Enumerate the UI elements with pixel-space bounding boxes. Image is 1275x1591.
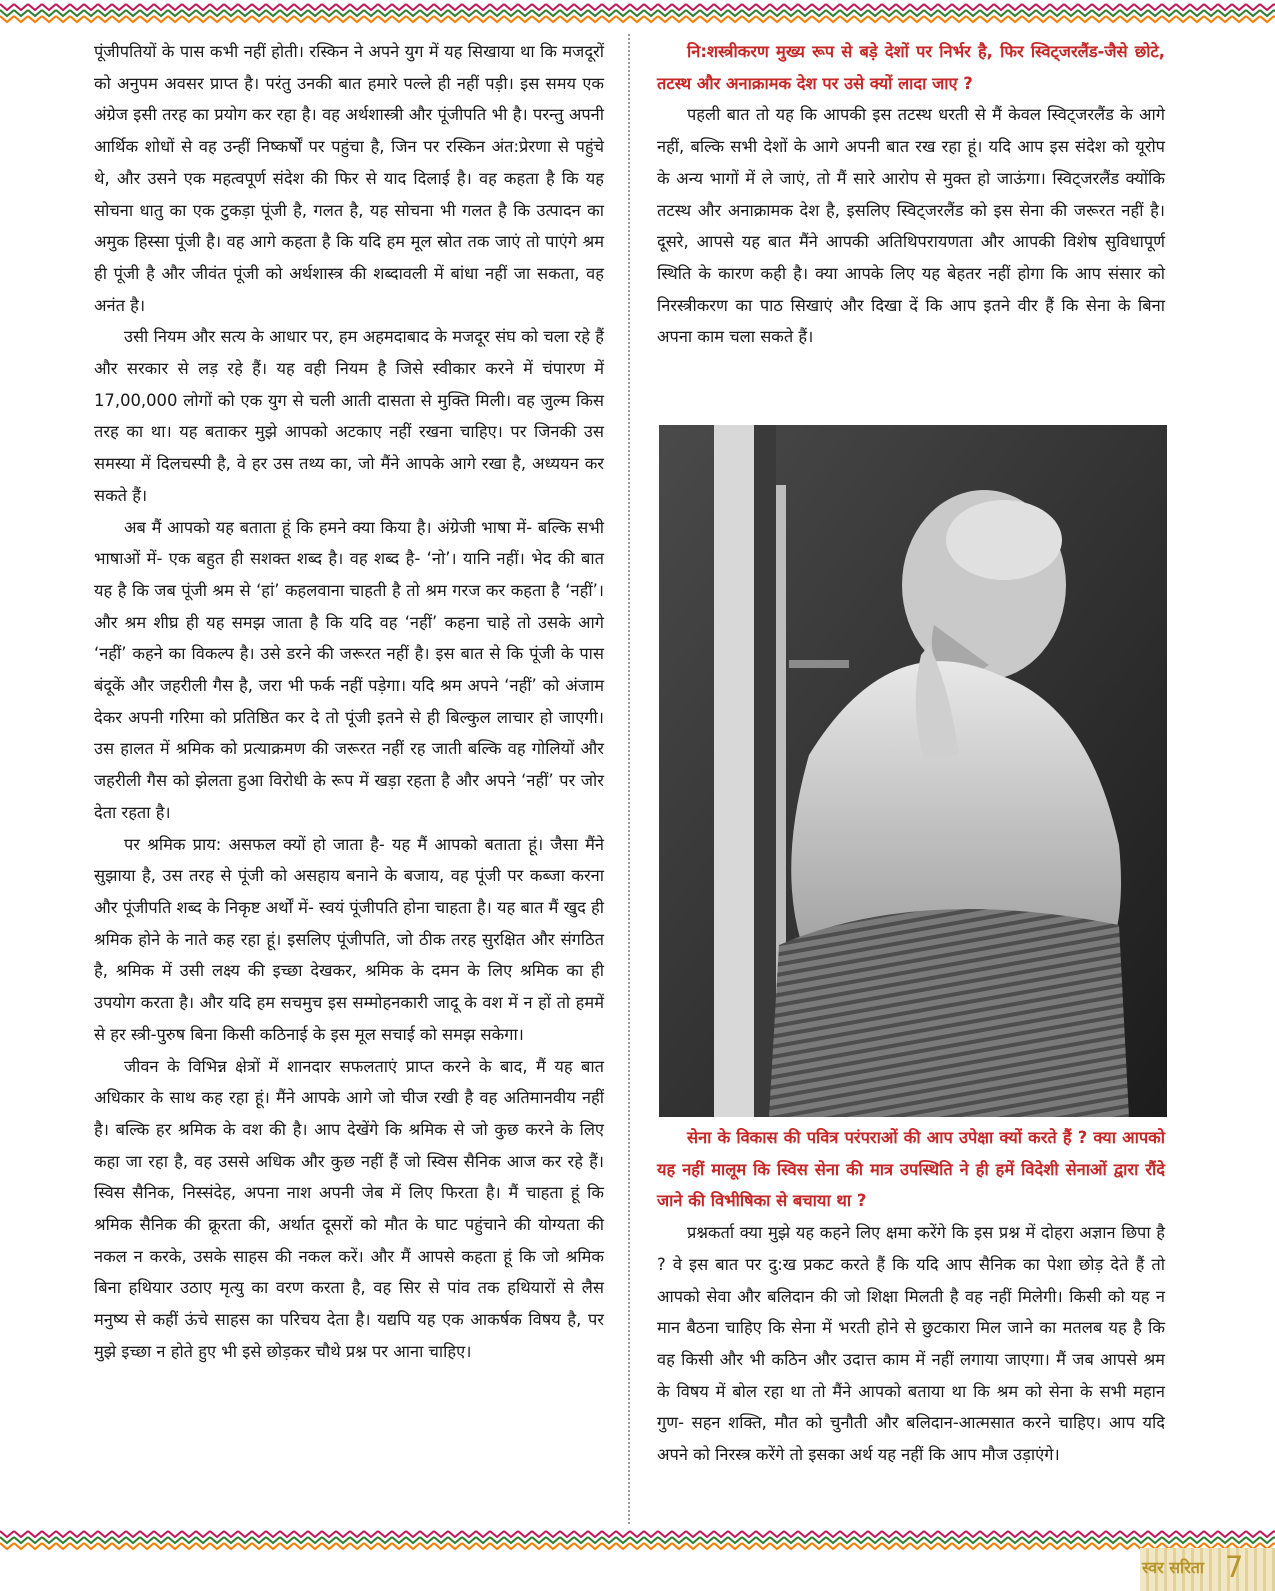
page-number: 7 [1225, 1550, 1244, 1584]
decorative-top-border [0, 0, 1275, 26]
question-heading: सेना के विकास की पवित्र परंपराओं की आप उपेक्षा क्यों करते हैं ? क्या आपको यह नहीं मालूम कि स्विस सेना की मात्र उपस्थिति ने ही हमें विदेशी सेनाओं द्वारा रौंदे जाने की विभीषिका से बचाया था ? [657, 1128, 1165, 1211]
body-paragraph: अब मैं आपको यह बताता हूं कि हमने क्या किया है। अंग्रेजी भाषा में- बल्कि सभी भाषाओं में- एक बहुत ही सशक्त शब्द है। वह शब्द है- ‘नो’। यानि नहीं। भेद की बात यह है कि जब पूंजी श्रम से ‘हां’ कहलवाना चाहती है तो श्रम गरज कर कहता है ‘नहीं’। और श्रम शीघ्र ही यह समझ जाता है कि यदि वह ‘नहीं’ कहना चाहे तो उसके आगे ‘नहीं’ कहने का विकल्प है। उसे डरने की जरूरत नहीं है। इस बात से कि पूंजी के पास बंदूकें और जहरीली गैस है, जरा भी फर्क नहीं पड़ेगा। यदि श्रम अपने ‘नहीं’ को अंजाम देकर अपनी गरिमा को प्रतिष्ठित कर दे तो पूंजी इतने से ही बिल्कुल लाचार हो जाएगी। उस हालत में श्रमिक को प्रत्याक्रमण की जरूरत नहीं रह जाती बल्कि वह गोलियों और जहरीली गैस को झेलता हुआ विरोधी के रूप में खड़ा रहता है और अपने ‘नहीं’ पर जोर देता रहता है। [94, 517, 604, 822]
body-paragraph: पूंजीपतियों के पास कभी नहीं होती। रस्किन ने अपने युग में यह सिखाया था कि मजदूरों को अनुपम अवसर प्राप्त है। परंतु उनकी बात हमारे पल्ले ही नहीं पड़ी। इस समय एक अंग्रेज इसी तरह का प्रयोग कर रहा है। वह अर्थशास्त्री और पूंजीपति भी है। परन्तु अपनी आर्थिक शोधों से वह उन्हीं निष्कर्षों पर पहुंचा है, जिन पर रस्किन अंत:प्रेरणा से पहुंचे थे, और उसने एक महत्वपूर्ण संदेश की फिर से याद दिलाई है। वह कहता है कि यह सोचना धातु का एक टुकड़ा पूंजी है, गलत है, यह सोचना भी गलत है कि उत्पादन का अमुक हिस्सा पूंजी है। वह आगे कहता है कि यदि हम मूल स्रोत तक जाएं तो पाएंगे श्रम ही पूंजी है और जीवंत पूंजी को अर्थशास्त्र की शब्दावली में बांधा नहीं जा सकता, वह अनंत है। [94, 42, 604, 315]
decorative-bottom-border [0, 1528, 1275, 1552]
right-text-column-top [657, 36, 1165, 353]
body-paragraph: जीवन के विभिन्न क्षेत्रों में शानदार सफलताएं प्राप्त करने के बाद, मैं यह बात अधिकार के साथ कह रहा हूं। मैंने आपके आगे जो चीज रखी है वह अतिमानवीय नहीं है। बल्कि हर श्रमिक के वश की है। आप देखेंगे कि श्रमिक से जो कुछ करने के लिए कहा जा रहा है, वह उससे अधिक और कुछ नहीं हैं जो स्विस सैनिक आज कर रहे हैं। स्विस सैनिक, निस्संदेह, अपना नाश अपनी जेब में लिए फिरता है। मैं चाहता हूं कि श्रमिक सैनिक की क्रूरता की, अर्थात दूसरों को मौत के घाट पहुंचाने की योग्यता की नकल न करके, उसके साहस की नकल करें। और मैं आपसे कहता हूं कि जो श्रमिक बिना हथियार उठाए मृत्यु का वरण करता है, वह सिर से पांव तक हथियारों से लैस मनुष्य से कहीं ऊंचे साहस का परिचय देता है। यद्यपि यह एक आकर्षक विषय है, पर मुझे इच्छा न होते हुए भी इसे छोड़कर चौथे प्रश्न पर आना चाहिए। [94, 1056, 604, 1361]
body-paragraph: पर श्रमिक प्राय: असफल क्यों हो जाता है- यह मैं आपको बताता हूं। जैसा मैंने सुझाया है, उस तरह से पूंजी को असहाय बनाने के बजाय, वह पूंजी पर कब्जा करना और पूंजीपति शब्द के निकृष्ट अर्थों में- स्वयं पूंजीपति होना चाहता है। यह बात मैं खुद ही श्रमिक होने के नाते कह रहा हूं। इसलिए पूंजीपति, जो ठीक तरह सुरक्षित और संगठित है, श्रमिक में उसी लक्ष्य की इच्छा देखकर, श्रमिक के दमन के लिए श्रमिक का ही उपयोग करता है। और यदि हम सचमुच इस सम्मोहनकारी जादू के वश में न हों तो हममें से हर स्त्री-पुरुष बिना किसी कठिनाई के इस मूल सचाई को समझ सकेगा। [94, 834, 604, 1044]
answer-paragraph: पहली बात तो यह कि आपकी इस तटस्थ धरती से मैं केवल स्विट्जरलैंड के आगे नहीं, बल्कि सभी देशों के आगे अपनी बात रख रहा हूं। यदि आप इस संदेश को यूरोप के अन्य भागों में ले जाएं, तो मैं सारे आरोप से मुक्त हो जाऊंगा। स्विट्जरलैंड क्योंकि तटस्थ और अनाक्रामक देश है, इसलिए स्विट्जरलैंड को इस सेना की जरूरत नहीं है। दूसरे, आपसे यह बात मैंने आपकी अतिथिपरायणता और आपकी विशेष सुविधापूर्ण स्थिति के कारण कही है। क्या आपके लिए यह बेहतर नहीं होगा कि आप संसार को निरस्त्रीकरण का पाठ सिखाएं और दिखा दें कि आप इतने वीर हैं कि सेना के बिना अपना काम चला सकते हैं। [657, 105, 1165, 347]
column-divider [628, 34, 630, 1524]
body-paragraph: उसी नियम और सत्य के आधार पर, हम अहमदाबाद के मजदूर संघ को चला रहे हैं और सरकार से लड़ रहे हैं। यह वही नियम है जिसे स्वीकार करने में चंपारण में 17,00,000 लोगों को एक युग से चली आती दासता से मुक्ति मिली। वह जुल्म किस तरह का था। यह बताकर मुझे आपको अटकाए नहीं रखना चाहिए। पर जिनकी उस समस्या में दिलचस्पी है, वे हर उस तथ्य का, जो मैंने आपके आगे रखा है, अध्ययन कर सकते हैं। [94, 327, 604, 505]
answer-paragraph: प्रश्नकर्ता क्या मुझे यह कहने लिए क्षमा करेंगे कि इस प्रश्न में दोहरा अज्ञान छिपा है ? वे इस बात पर दु:ख प्रकट करते हैं कि यदि आप सैनिक का पेशा छोड़ देते हैं तो आपको सेवा और बलिदान की जो शिक्षा मिलती है वह नहीं मिलेगी। किसी को यह न मान बैठना चाहिए कि सेना में भरती होने से छुटकारा मिल जाने का मतलब यह है कि वह किसी और भी कठिन और उदात्त काम में नहीं लगाया जाएगा। मैं जब आपसे श्रम के विषय में बोल रहा था तो मैंने आपको बताया था कि श्रम को सेना के सभी महान गुण- सहन शक्ति, मौत को चुनौती और बलिदान-आत्मसात करने चाहिए। आप यदि अपने को निरस्त्र करेंगे तो इसका अर्थ यह नहीं कि आप मौज उड़ाएंगे। [657, 1223, 1165, 1465]
magazine-brand: स्वर सरिता [1142, 1558, 1205, 1577]
left-text-column [94, 36, 604, 1368]
gandhi-photograph [659, 425, 1167, 1117]
question-heading: नि:शस्त्रीकरण मुख्य रूप से बड़े देशों पर निर्भर है, फिर स्विट्जरलैंड-जैसे छोटे, तटस्थ और अनाक्रामक देश पर उसे क्यों लादा जाए ? [657, 42, 1165, 93]
photograph-illustration [659, 425, 1167, 1117]
right-text-column-bottom [657, 1122, 1165, 1471]
